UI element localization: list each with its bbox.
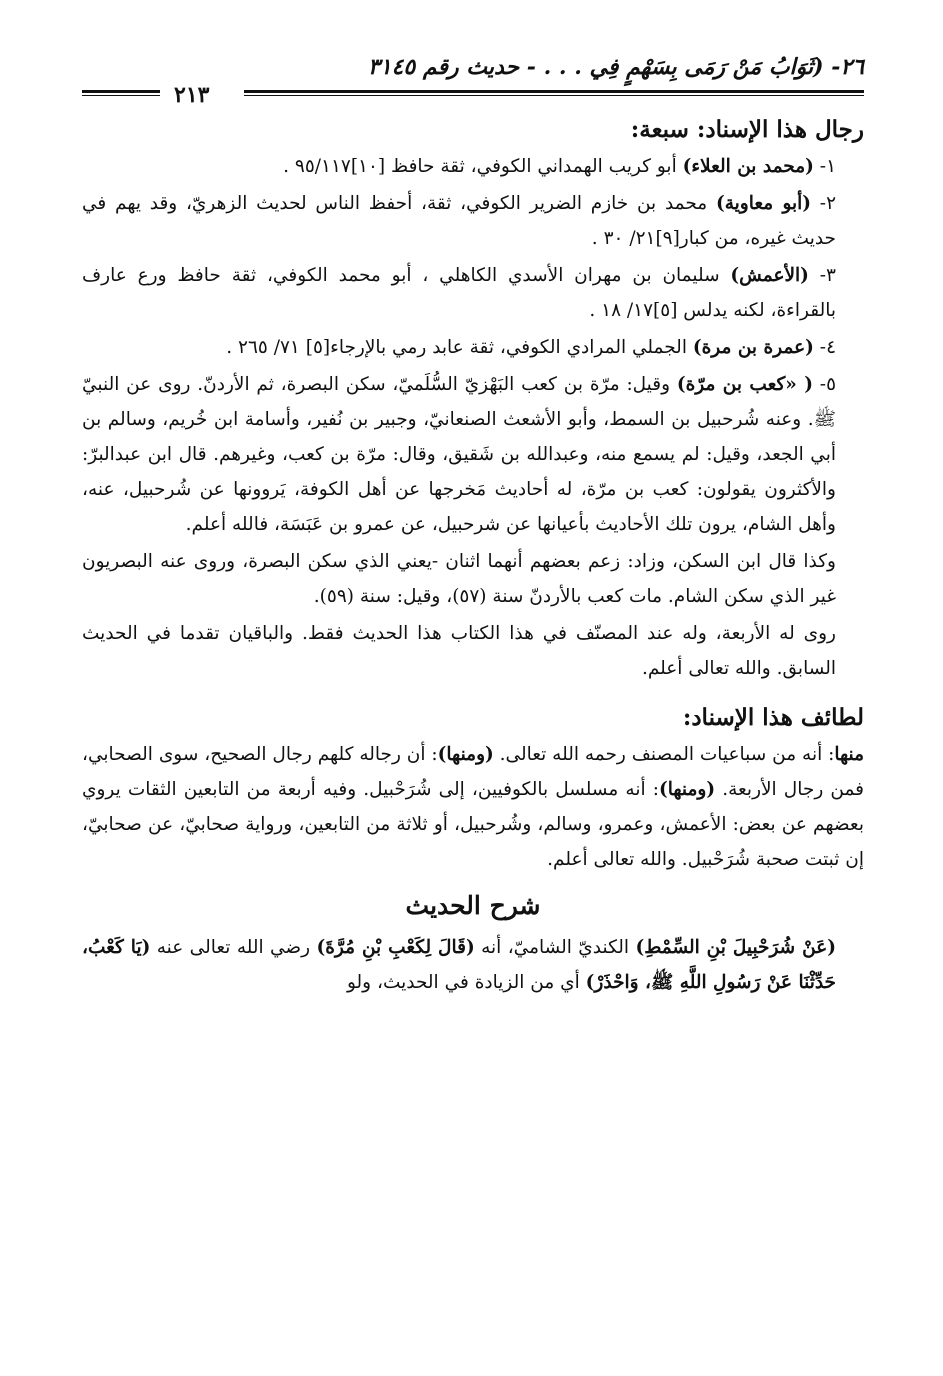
narrator-text: أبو كريب الهمداني الكوفي، ثقة حافظ [١٠]٩٥/١١٧ . — [283, 156, 683, 177]
lataif-label: منها — [834, 744, 864, 765]
narrator-text: سليمان بن مهران الأسدي الكاهلي ، أبو محمد الكوفي، ثقة حافظ ورع عارف بالقراءة، لكنه يدلس [٥]١٧/ ١٨ . — [82, 265, 836, 321]
narrator-text: محمد بن خازم الضرير الكوفي، ثقة، أحفظ الناس لحديث الزهريّ، وقد يهم في حديث غيره، من كبار[٩]٢١/ ٣٠ . — [82, 193, 836, 249]
header-rule-right — [244, 90, 864, 96]
lataif-heading: لطائف هذا الإسناد: — [682, 704, 864, 731]
narrator-item — [82, 149, 864, 184]
sharh-text: الكنديّ الشاميّ، أنه — [474, 937, 636, 958]
page-number: ٢١٣ — [174, 82, 210, 108]
lataif-label: (ومنها) — [437, 744, 494, 765]
narrator-name: (محمد بن العلاء) — [682, 156, 814, 177]
ibn-sakan-paragraph: وكذا قال ابن السكن، وزاد: زعم بعضهم أنهما اثنان -يعني الذي سكن البصرة، وروى عنه البصريون غير الذي سكن الشام. مات كعب بالأردنّ سنة (٥٧)، وقيل: سنة (٥٩). — [82, 551, 836, 607]
running-title: ٢٦- (ثَوَابُ مَنْ رَمَى بِسَهْمٍ فِي . . . - حديث رقم ٣١٤٥ — [367, 54, 864, 80]
narrator-item — [82, 367, 864, 542]
narrator-name: ( «كعب بن مرّة) — [676, 374, 813, 395]
narrator-number: ٥- — [812, 374, 836, 395]
sharh-paragraph — [82, 930, 864, 1000]
arbaa-paragraph: روى له الأربعة، وله عند المصنّف في هذا الكتاب هذا الحديث فقط. والباقيان تقدما في الحديث السابق. والله تعالى أعلم. — [82, 623, 836, 679]
sharh-heading: شرح الحديث — [405, 891, 541, 920]
lataif-text: : أن رجاله كلهم رجال الصحيح، سوى الصحابي، فمن رجال الأربعة. — [82, 744, 864, 800]
hadith-quote: (قَالَ لِكَعْبِ بْنِ مُرَّةَ) — [316, 937, 475, 958]
narrator-item — [82, 330, 864, 365]
narrator-item — [82, 258, 864, 328]
narrator-item — [82, 186, 864, 256]
running-header — [82, 52, 864, 108]
lataif-label: (ومنها) — [658, 779, 716, 800]
narrator-number: ٤- — [813, 337, 836, 358]
hadith-quote: (يَا كَعْبُ، حَدِّثْنَا عَنْ رَسُولِ اللَّهِ ﷺ، وَاحْذَرْ) — [82, 937, 836, 993]
narrator-number: ٣- — [808, 265, 836, 286]
narrator-text: الجملي المرادي الكوفي، ثقة عابد رمي بالإرجاء[٥] ٧١/ ٢٦٥ . — [226, 337, 693, 358]
lataif-text: : أنه من سباعيات المصنف رحمه الله تعالى. — [493, 744, 835, 765]
sharh-text: أي من الزيادة في الحديث، ولو — [346, 972, 586, 993]
header-rule-left — [82, 90, 160, 96]
lataif-text: : أنه مسلسل بالكوفيين، إلى شُرَحْبيل. وفيه أربعة من التابعين الثقات يروي بعضهم عن بعض: الأعمش، وعمرو، وسالم، وشُرحبيل، أو ثلاثة من التابعين، ورواية صحابيّ، عن صحابيّ، إن ثبتت صحبة شُرَحْبيل. والله تعالى أعلم. — [82, 779, 864, 870]
book-page — [82, 52, 864, 1002]
narrator-name: (أبو معاوية) — [715, 193, 812, 214]
narrators-heading: رجال هذا الإسناد: سبعة: — [630, 116, 864, 143]
narrator-text: وقيل: مرّة بن كعب البَهْزيّ السُّلَميّ، سكن البصرة، ثم الأردنّ. روى عن النبيّ ﷺ. وعنه شُرحبيل بن السمط، وأبو الأشعث الصنعانيّ، وجبير بن نُفير، وأسامة ابن خُريم، وسالم بن أبي الجعد، وقيل: لم يسمع منه، وعبدالله بن شَقيق، وقال: مرّة بن كعب، وغيرهم. قال ابن عبدالبرّ: والأكثرون يقولون: كعب بن مرّة، له أحاديث مَخرجها عن أهل الكوفة، يَروونها عن شُرحبيل، عنه، وأهل الشام، يرون تلك الأحاديث بأعيانها عن شرحبيل، عن عمرو بن عَبَسَة، فالله أعلم. — [82, 374, 836, 535]
narrator-number: ٢- — [811, 193, 836, 214]
narrator-name: (عمرة بن مرة) — [692, 337, 814, 358]
lataif-paragraph — [82, 737, 864, 877]
narrator-number: ١- — [813, 156, 836, 177]
hadith-quote: (عَنْ شُرَحْبِيلَ بْنِ السِّمْطِ) — [635, 937, 836, 958]
sharh-text: رضي الله تعالى عنه — [150, 937, 317, 958]
narrator-name: (الأعمش) — [730, 265, 809, 286]
